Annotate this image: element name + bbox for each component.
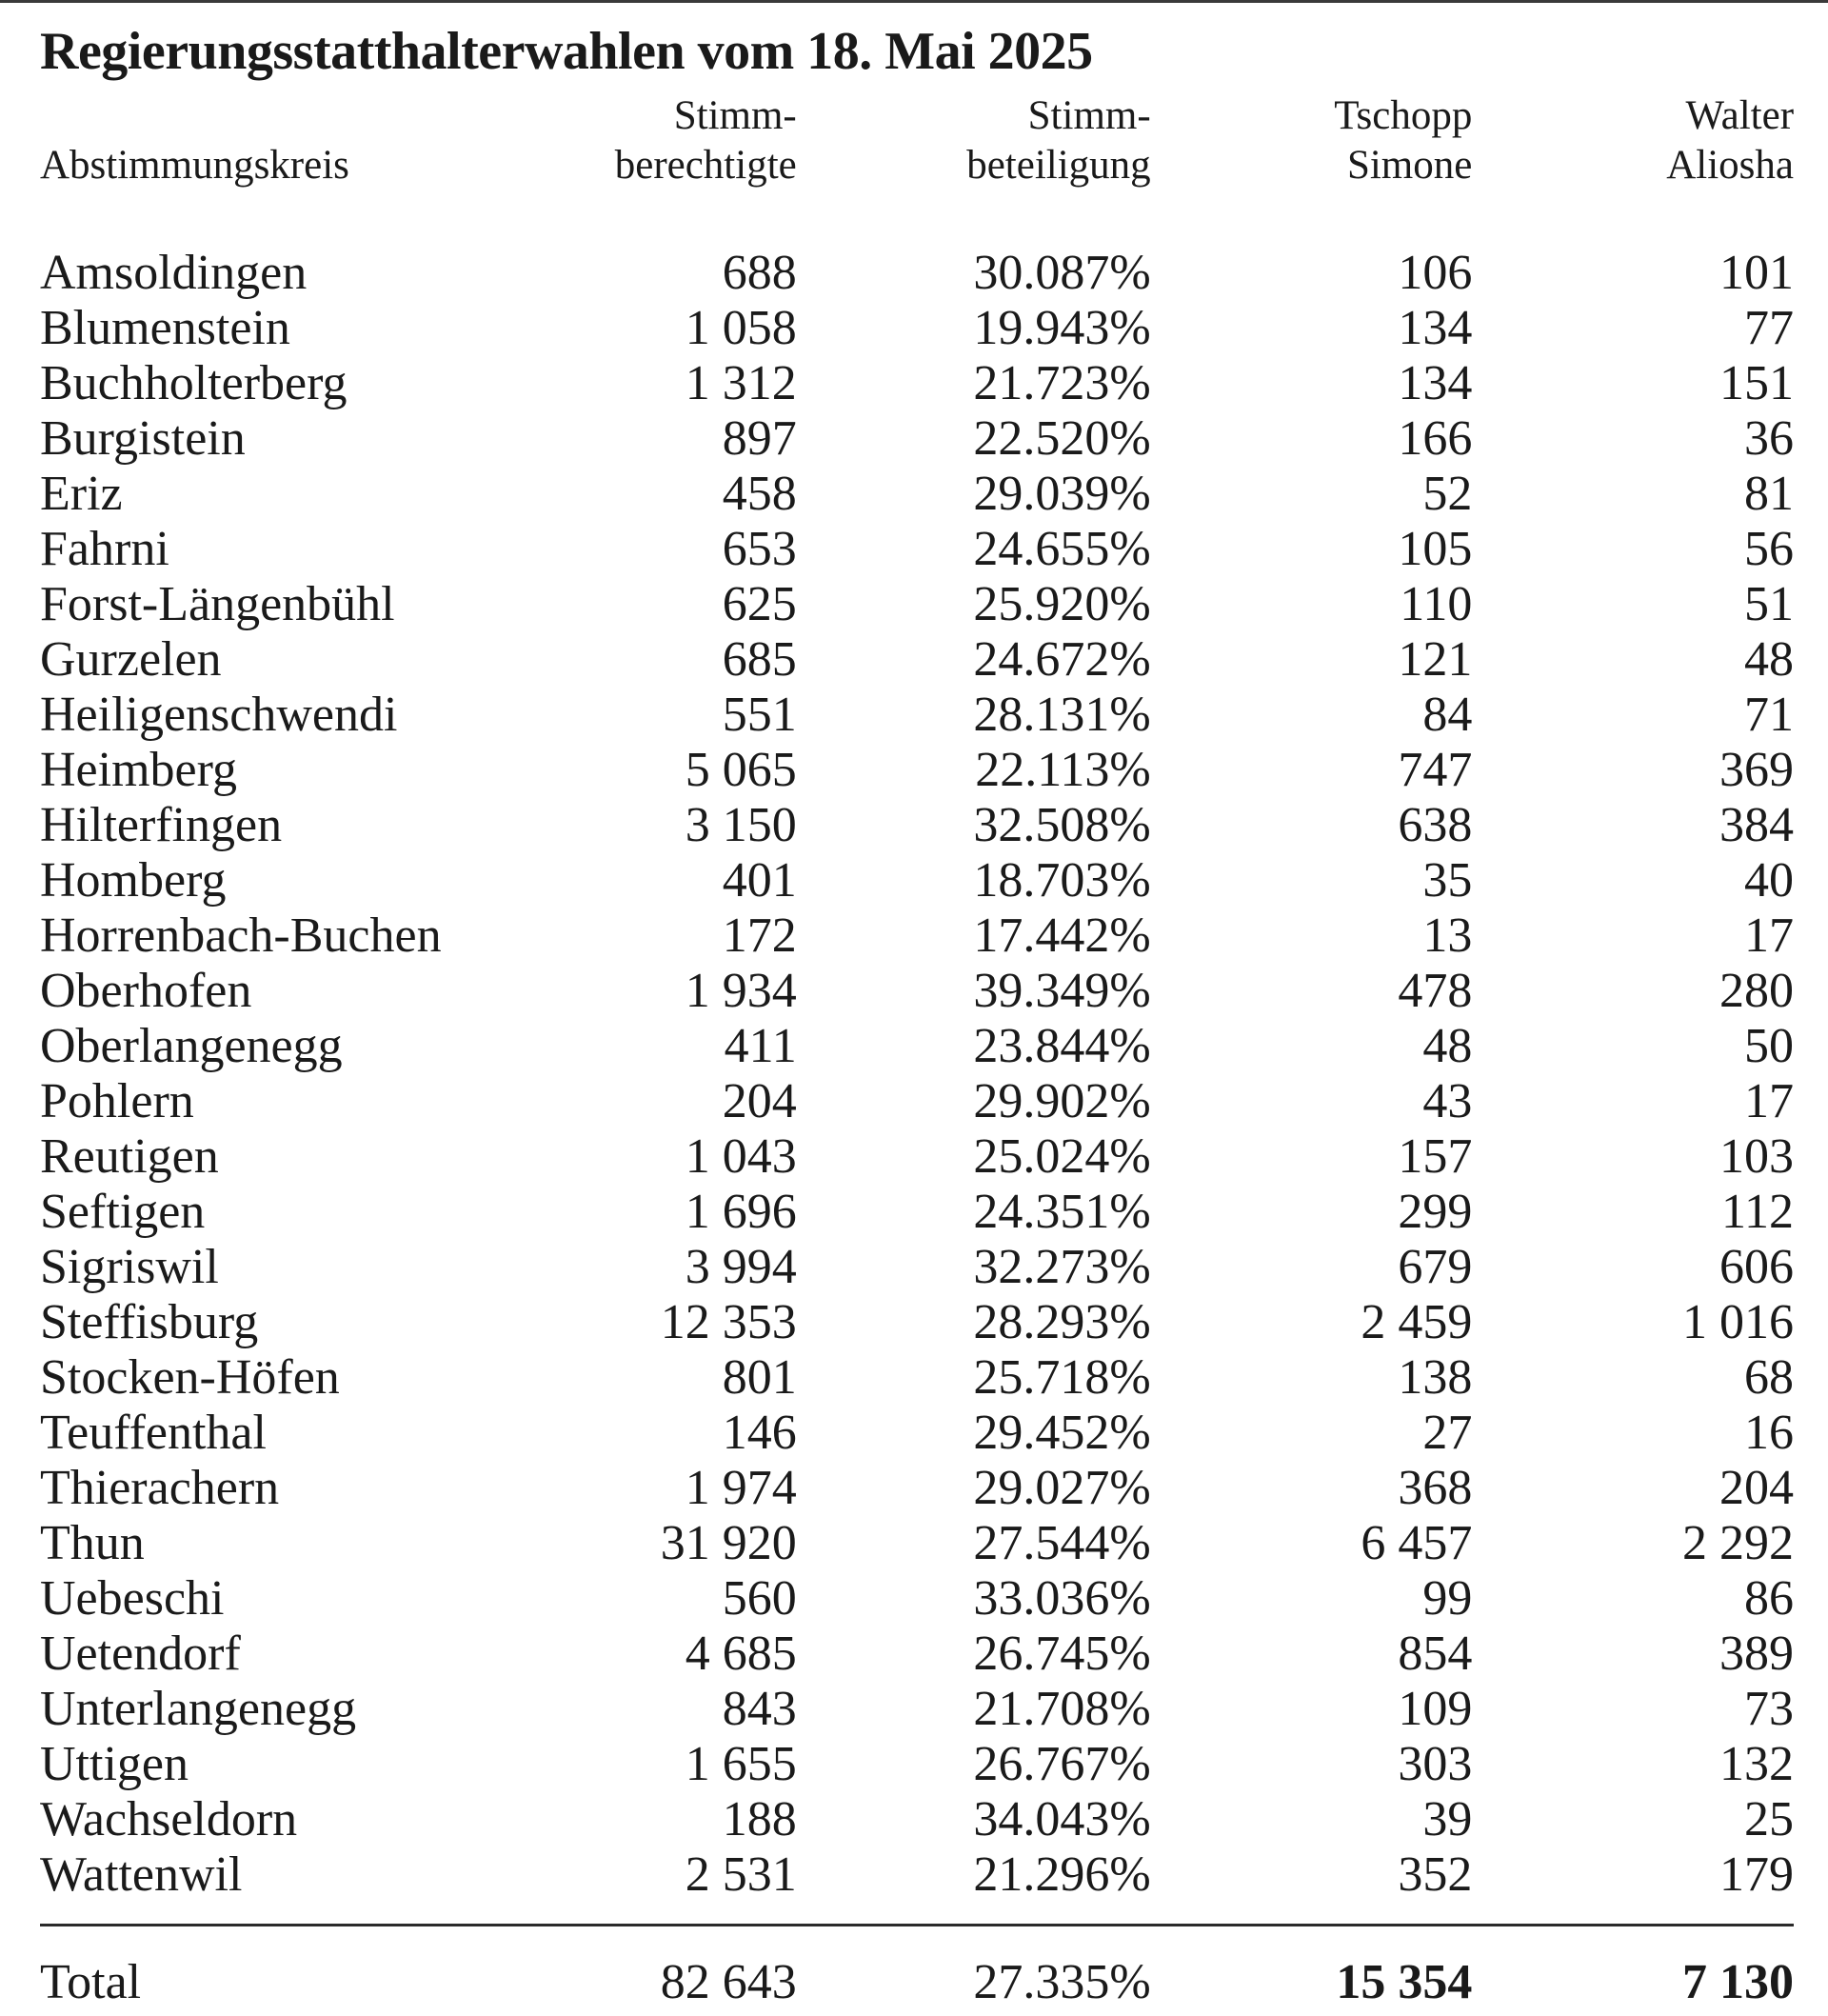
walter-votes-cell: 606: [1719, 1240, 1795, 1294]
district-cell: Reutigen: [40, 1129, 219, 1184]
walter-votes-cell: 73: [1744, 1682, 1795, 1736]
district-cell: Heiligenschwendi: [40, 688, 398, 742]
walter-votes-cell: 132: [1719, 1737, 1795, 1791]
eligible-cell: 31 920: [660, 1516, 797, 1570]
turnout-cell: 18.703%: [973, 853, 1151, 908]
walter-votes-cell: 40: [1744, 853, 1795, 908]
table-header: [40, 90, 1794, 190]
district-cell: Thun: [40, 1516, 145, 1570]
total-label: Total: [40, 1955, 142, 2009]
tschopp-votes-cell: 166: [1398, 411, 1473, 466]
district-cell: Gurzelen: [40, 632, 222, 687]
district-cell: Eriz: [40, 467, 123, 521]
district-cell: Buchholterberg: [40, 356, 348, 410]
table-row: [40, 577, 1794, 632]
turnout-cell: 27.544%: [973, 1516, 1151, 1570]
tschopp-votes-cell: 13: [1422, 908, 1473, 963]
table-row: [40, 1185, 1794, 1240]
tschopp-votes-cell: 105: [1398, 522, 1473, 576]
header-district: Abstimmungskreis: [40, 143, 349, 188]
total-eligible: 82 643: [660, 1955, 797, 2009]
tschopp-votes-cell: 109: [1398, 1682, 1473, 1736]
tschopp-votes-cell: 478: [1398, 964, 1473, 1018]
tschopp-votes-cell: 134: [1398, 356, 1473, 410]
top-border-rule: [0, 0, 1828, 3]
header-candidate-walter: Walter Aliosha: [1666, 93, 1795, 188]
tschopp-votes-cell: 134: [1398, 301, 1473, 355]
turnout-cell: 29.039%: [973, 467, 1151, 521]
eligible-cell: 1 974: [685, 1461, 797, 1515]
district-cell: Thierachern: [40, 1461, 280, 1515]
header-candidate-tschopp: Tschopp Simone: [1334, 93, 1473, 188]
table-row: [40, 1295, 1794, 1350]
eligible-cell: 685: [722, 632, 797, 687]
table-row: [40, 1682, 1794, 1737]
walter-votes-cell: 16: [1744, 1406, 1795, 1460]
district-cell: Uebeschi: [40, 1571, 225, 1626]
walter-votes-cell: 86: [1744, 1571, 1795, 1626]
eligible-cell: 188: [722, 1792, 797, 1846]
turnout-cell: 19.943%: [973, 301, 1151, 355]
eligible-cell: 172: [722, 908, 797, 963]
table-row: [40, 908, 1794, 964]
turnout-cell: 33.036%: [973, 1571, 1151, 1626]
eligible-cell: 204: [722, 1074, 797, 1128]
turnout-cell: 32.273%: [973, 1240, 1151, 1294]
tschopp-votes-cell: 106: [1398, 246, 1473, 300]
total-walter: 7 130: [1682, 1955, 1795, 2009]
district-cell: Unterlangenegg: [40, 1682, 357, 1736]
walter-votes-cell: 25: [1744, 1792, 1795, 1846]
tschopp-votes-cell: 84: [1422, 688, 1473, 742]
table-row: [40, 1240, 1794, 1295]
district-cell: Sigriswil: [40, 1240, 219, 1294]
tschopp-votes-cell: 157: [1398, 1129, 1473, 1184]
turnout-cell: 32.508%: [973, 798, 1151, 852]
tschopp-votes-cell: 679: [1398, 1240, 1473, 1294]
turnout-cell: 23.844%: [973, 1019, 1151, 1073]
tschopp-votes-cell: 39: [1422, 1792, 1473, 1846]
table-row: [40, 632, 1794, 688]
eligible-cell: 401: [722, 853, 797, 908]
walter-votes-cell: 280: [1719, 964, 1795, 1018]
eligible-cell: 1 696: [685, 1185, 797, 1239]
eligible-cell: 688: [722, 246, 797, 300]
tschopp-votes-cell: 27: [1422, 1406, 1473, 1460]
table-row: [40, 1129, 1794, 1185]
eligible-cell: 12 353: [660, 1295, 797, 1349]
walter-votes-cell: 36: [1744, 411, 1795, 466]
table-row: [40, 798, 1794, 853]
walter-votes-cell: 179: [1719, 1847, 1795, 1902]
district-cell: Amsoldingen: [40, 246, 308, 300]
table-row: [40, 356, 1794, 411]
table-row: [40, 1406, 1794, 1461]
district-cell: Seftigen: [40, 1185, 206, 1239]
turnout-cell: 25.920%: [973, 577, 1151, 631]
walter-votes-cell: 384: [1719, 798, 1795, 852]
district-cell: Uttigen: [40, 1737, 189, 1791]
eligible-cell: 411: [724, 1019, 797, 1073]
results-sheet: [40, 17, 1794, 2016]
district-cell: Oberlangenegg: [40, 1019, 343, 1073]
walter-votes-cell: 68: [1744, 1350, 1795, 1405]
turnout-cell: 22.113%: [975, 743, 1151, 797]
walter-votes-cell: 17: [1744, 908, 1795, 963]
district-cell: Horrenbach-Buchen: [40, 908, 442, 963]
turnout-cell: 29.902%: [973, 1074, 1151, 1128]
turnout-cell: 24.672%: [973, 632, 1151, 687]
turnout-cell: 29.027%: [973, 1461, 1151, 1515]
eligible-cell: 560: [722, 1571, 797, 1626]
turnout-cell: 17.442%: [973, 908, 1151, 963]
turnout-cell: 39.349%: [973, 964, 1151, 1018]
walter-votes-cell: 369: [1719, 743, 1795, 797]
tschopp-votes-cell: 52: [1422, 467, 1473, 521]
walter-votes-cell: 50: [1744, 1019, 1795, 1073]
turnout-cell: 25.718%: [973, 1350, 1151, 1405]
eligible-cell: 3 150: [685, 798, 797, 852]
walter-votes-cell: 101: [1719, 246, 1795, 300]
turnout-cell: 21.708%: [973, 1682, 1151, 1736]
turnout-cell: 24.655%: [973, 522, 1151, 576]
turnout-cell: 30.087%: [973, 246, 1151, 300]
table-row: [40, 1461, 1794, 1516]
tschopp-votes-cell: 110: [1400, 577, 1473, 631]
eligible-cell: 1 934: [685, 964, 797, 1018]
turnout-cell: 34.043%: [973, 1792, 1151, 1846]
tschopp-votes-cell: 48: [1422, 1019, 1473, 1073]
district-cell: Homberg: [40, 853, 227, 908]
tschopp-votes-cell: 352: [1398, 1847, 1473, 1902]
walter-votes-cell: 51: [1744, 577, 1795, 631]
table-row: [40, 1627, 1794, 1682]
tschopp-votes-cell: 2 459: [1361, 1295, 1473, 1349]
eligible-cell: 5 065: [685, 743, 797, 797]
tschopp-votes-cell: 138: [1398, 1350, 1473, 1405]
table-row: [40, 1847, 1794, 1903]
table-row: [40, 1516, 1794, 1571]
table-row: [40, 1019, 1794, 1074]
eligible-cell: 551: [722, 688, 797, 742]
walter-votes-cell: 17: [1744, 1074, 1795, 1128]
eligible-cell: 1 312: [685, 356, 797, 410]
total-tschopp: 15 354: [1336, 1955, 1473, 2009]
table-body: [40, 246, 1794, 1903]
eligible-cell: 1 058: [685, 301, 797, 355]
walter-votes-cell: 151: [1719, 356, 1795, 410]
table-row: [40, 688, 1794, 743]
tschopp-votes-cell: 299: [1398, 1185, 1473, 1239]
walter-votes-cell: 48: [1744, 632, 1795, 687]
eligible-cell: 897: [722, 411, 797, 466]
eligible-cell: 843: [722, 1682, 797, 1736]
table-row: [40, 743, 1794, 798]
total-turnout: 27.335%: [973, 1955, 1151, 2009]
eligible-cell: 653: [722, 522, 797, 576]
district-cell: Uetendorf: [40, 1627, 241, 1681]
tschopp-votes-cell: 121: [1398, 632, 1473, 687]
walter-votes-cell: 1 016: [1682, 1295, 1795, 1349]
turnout-cell: 28.131%: [973, 688, 1151, 742]
turnout-cell: 25.024%: [973, 1129, 1151, 1184]
eligible-cell: 625: [722, 577, 797, 631]
table-row: [40, 1350, 1794, 1406]
walter-votes-cell: 56: [1744, 522, 1795, 576]
total-separator-rule: [40, 1924, 1794, 1926]
district-cell: Stocken-Höfen: [40, 1350, 340, 1405]
header-turnout: Stimm- beteiligung: [966, 93, 1151, 188]
district-cell: Blumenstein: [40, 301, 290, 355]
turnout-cell: 24.351%: [973, 1185, 1151, 1239]
table-row: [40, 246, 1794, 301]
walter-votes-cell: 389: [1719, 1627, 1795, 1681]
turnout-cell: 21.723%: [973, 356, 1151, 410]
district-cell: Teuffenthal: [40, 1406, 267, 1460]
tschopp-votes-cell: 6 457: [1361, 1516, 1473, 1570]
eligible-cell: 2 531: [685, 1847, 797, 1902]
walter-votes-cell: 103: [1719, 1129, 1795, 1184]
district-cell: Fahrni: [40, 522, 169, 576]
table-row: [40, 411, 1794, 467]
walter-votes-cell: 81: [1744, 467, 1795, 521]
eligible-cell: 1 043: [685, 1129, 797, 1184]
walter-votes-cell: 71: [1744, 688, 1795, 742]
table-row: [40, 467, 1794, 522]
district-cell: Steffisburg: [40, 1295, 259, 1349]
eligible-cell: 3 994: [685, 1240, 797, 1294]
total-row: [40, 1949, 1794, 2016]
walter-votes-cell: 77: [1744, 301, 1795, 355]
district-cell: Pohlern: [40, 1074, 194, 1128]
eligible-cell: 1 655: [685, 1737, 797, 1791]
eligible-cell: 801: [722, 1350, 797, 1405]
eligible-cell: 4 685: [685, 1627, 797, 1681]
district-cell: Wattenwil: [40, 1847, 243, 1902]
district-cell: Burgistein: [40, 411, 246, 466]
turnout-cell: 28.293%: [973, 1295, 1151, 1349]
district-cell: Forst-Längenbühl: [40, 577, 395, 631]
tschopp-votes-cell: 43: [1422, 1074, 1473, 1128]
walter-votes-cell: 2 292: [1682, 1516, 1795, 1570]
table-row: [40, 1571, 1794, 1627]
district-cell: Heimberg: [40, 743, 237, 797]
header-eligible: Stimm- berechtigte: [614, 93, 797, 188]
table-row: [40, 853, 1794, 908]
table-row: [40, 1074, 1794, 1129]
district-cell: Wachseldorn: [40, 1792, 298, 1846]
document-title: Regierungsstatthalterwahlen vom 18. Mai 2025: [40, 22, 1093, 81]
tschopp-votes-cell: 303: [1398, 1737, 1473, 1791]
turnout-cell: 22.520%: [973, 411, 1151, 466]
table-row: [40, 522, 1794, 577]
turnout-cell: 21.296%: [973, 1847, 1151, 1902]
tschopp-votes-cell: 99: [1422, 1571, 1473, 1626]
tschopp-votes-cell: 35: [1422, 853, 1473, 908]
tschopp-votes-cell: 747: [1398, 743, 1473, 797]
district-cell: Oberhofen: [40, 964, 252, 1018]
table-row: [40, 1792, 1794, 1847]
table-row: [40, 1737, 1794, 1792]
turnout-cell: 29.452%: [973, 1406, 1151, 1460]
eligible-cell: 458: [722, 467, 797, 521]
turnout-cell: 26.745%: [973, 1627, 1151, 1681]
district-cell: Hilterfingen: [40, 798, 283, 852]
tschopp-votes-cell: 368: [1398, 1461, 1473, 1515]
tschopp-votes-cell: 638: [1398, 798, 1473, 852]
eligible-cell: 146: [722, 1406, 797, 1460]
turnout-cell: 26.767%: [973, 1737, 1151, 1791]
table-row: [40, 964, 1794, 1019]
walter-votes-cell: 112: [1720, 1185, 1795, 1239]
walter-votes-cell: 204: [1719, 1461, 1795, 1515]
tschopp-votes-cell: 854: [1398, 1627, 1473, 1681]
table-row: [40, 301, 1794, 356]
